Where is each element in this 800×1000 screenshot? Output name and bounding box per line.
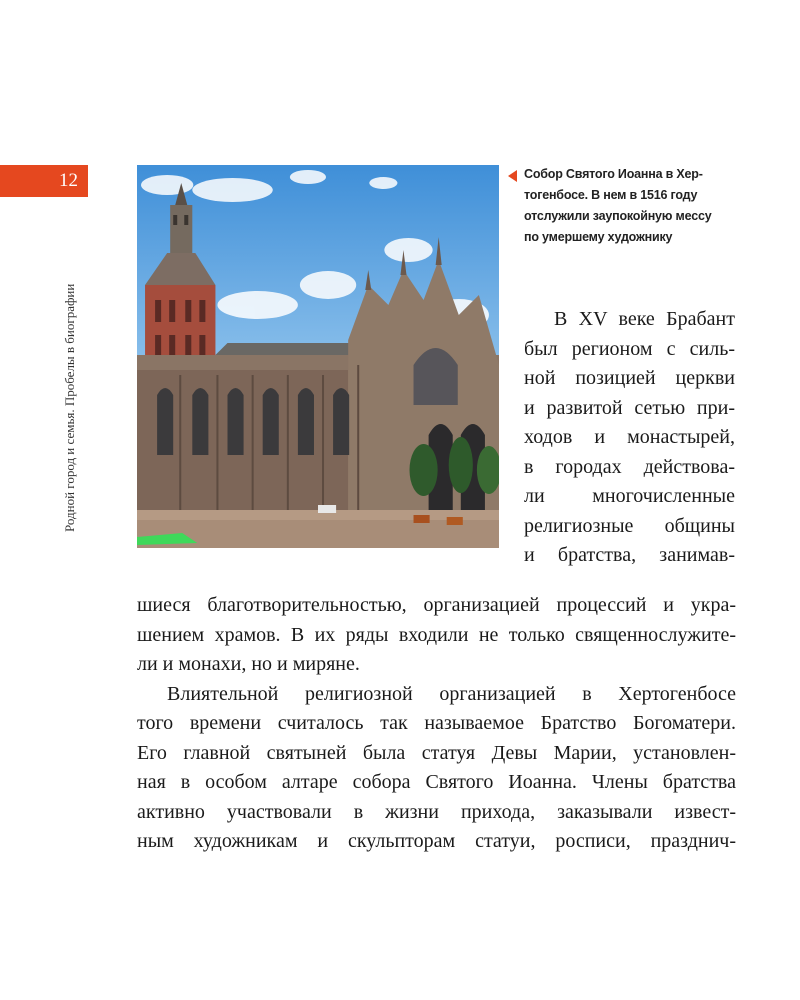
- text-line: и развитой сетью при-: [524, 396, 735, 419]
- text-line: активно участвовали в жизни прихода, заказывали извест-: [137, 800, 736, 823]
- text-line: ная в особом алтаре собора Святого Иоанна. Члены братства: [137, 771, 736, 793]
- cathedral-illustration: [137, 165, 499, 548]
- text-line: ходов и монастырей,: [524, 426, 735, 448]
- text-line: ной позицией церкви: [524, 367, 735, 389]
- text-line: шением храмов. В их ряды входили не только священнослужите-: [137, 623, 736, 646]
- wide-text-column: [137, 591, 736, 857]
- caption-pointer-icon: [508, 170, 517, 182]
- caption-line: тогенбосе. В нем в 1516 году: [524, 188, 698, 202]
- text-line: ным художникам и скульпторам статуи, росписи, празднич-: [137, 830, 736, 852]
- text-line: был регионом с силь-: [524, 337, 735, 360]
- page-number: 12: [59, 170, 78, 191]
- running-head: Родной город и семья. Пробелы в биографии: [62, 283, 77, 532]
- text-line: религиозные общины: [524, 514, 735, 537]
- text-line: Его главной святыней была статуя Девы Марии, установлен-: [137, 741, 736, 764]
- text-line: и братства, занимав-: [524, 544, 735, 566]
- narrow-text-column: [524, 305, 735, 571]
- text-line: В XV веке Брабант: [554, 308, 735, 330]
- text-line: в городах действова-: [524, 455, 735, 478]
- caption-line: по умершему художнику: [524, 230, 673, 244]
- caption-line: Собор Святого Иоанна в Хер-: [524, 167, 703, 181]
- text-line: ли и монахи, но и миряне.: [137, 653, 360, 675]
- caption-line: отслужили заупокойную мессу: [524, 209, 712, 223]
- photo-caption: [524, 164, 724, 248]
- cathedral-photo: [137, 165, 499, 548]
- text-line: ли многочисленные: [524, 485, 735, 507]
- text-line: Влиятельной религиозной организацией в Хертогенбосе: [167, 682, 736, 705]
- text-line: шиеся благотворительностью, организацией процессий и укра-: [137, 594, 736, 616]
- text-line: того времени считалось так называемое Братство Богоматери.: [137, 712, 736, 734]
- page-number-tab: [0, 165, 88, 197]
